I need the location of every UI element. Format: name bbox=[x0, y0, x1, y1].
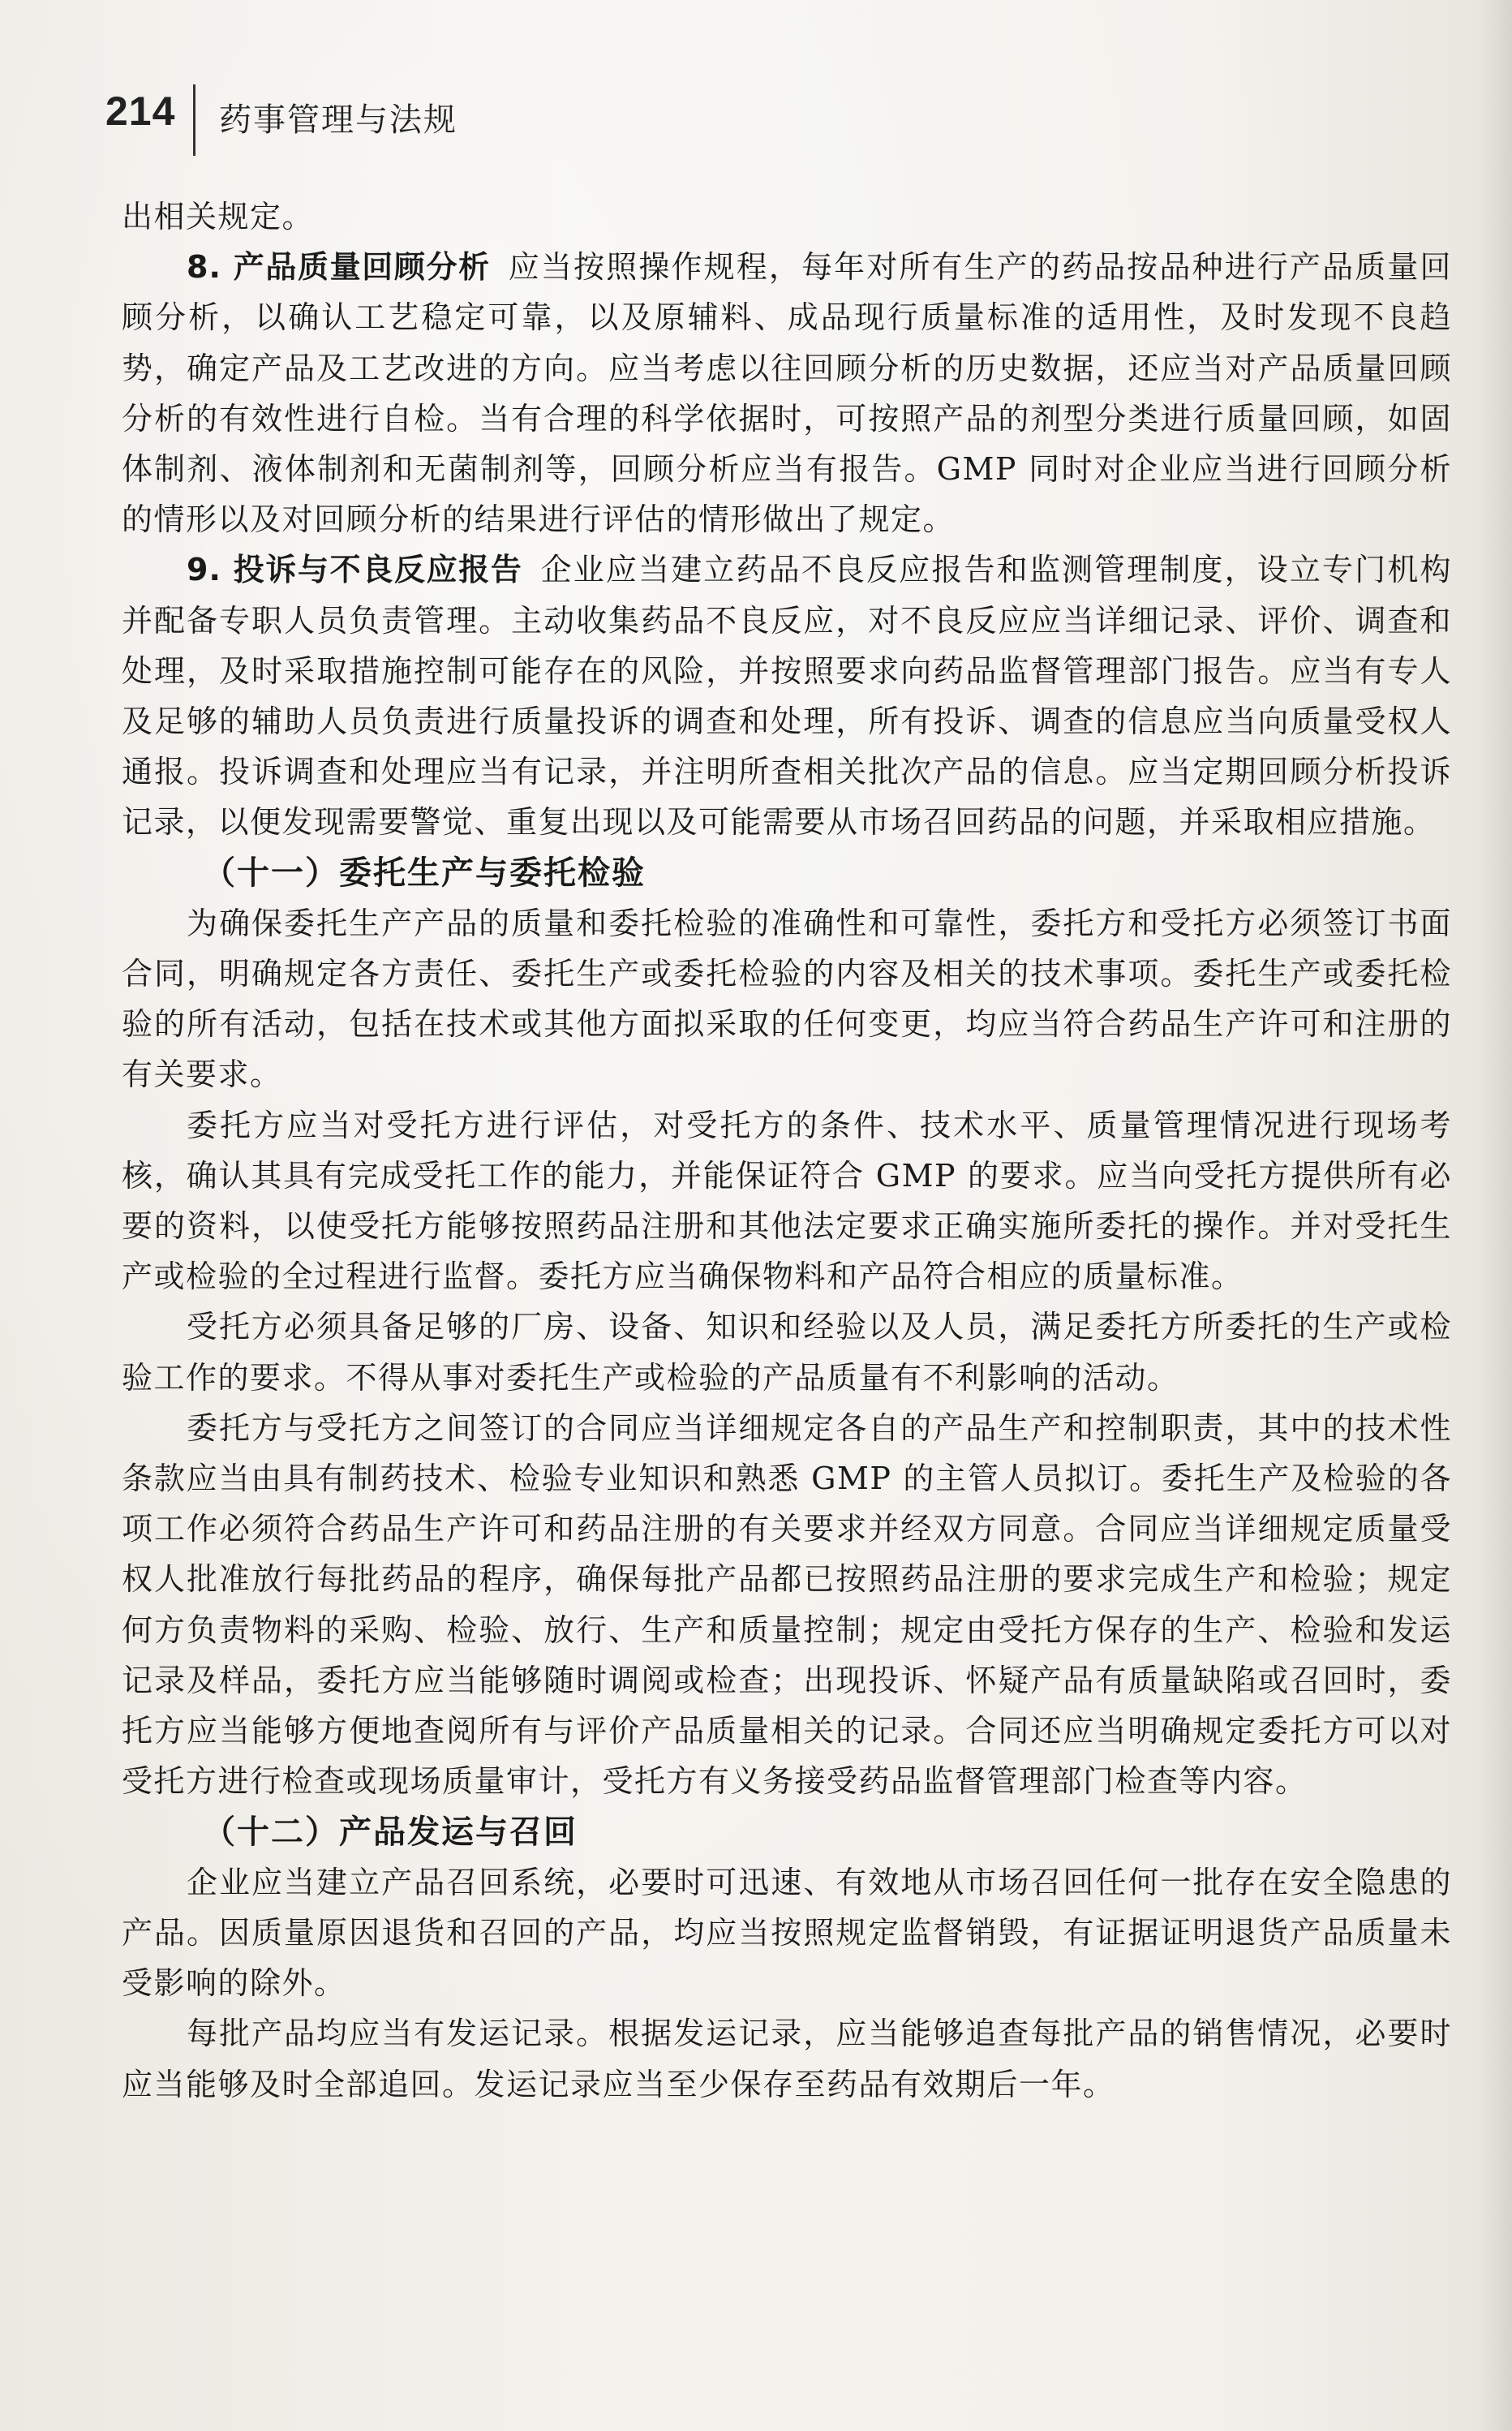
header-divider bbox=[193, 84, 195, 156]
page-body bbox=[122, 191, 1452, 2110]
page-header bbox=[105, 84, 1436, 157]
page-edge-shadow bbox=[1480, 0, 1512, 2431]
item-8-term: 8. 产品质量回顾分析 bbox=[187, 249, 491, 286]
page-number: 214 bbox=[105, 88, 176, 134]
item-9-text: 企业应当建立药品不良反应报告和监测管理制度，设立专门机构并配备专职人员负责管理。主动收集药品不良反应，对不良反应应当详细记录、评价、调查和处理，及时采取措施控制可能存在的风险，并按照要求向药品监督管理部门报告。应当有专人及足够的辅助人员负责进行质量投诉的调查和处理，所有投诉、调查的信息应当向质量受权人通报。投诉调查和处理应当有记录，并注明所查相关批次产品的信息。应当定期回顾分析投诉记录，以便发现需要警觉、重复出现以及可能需要从市场召回药品的问题，并采取相应措施。 bbox=[122, 552, 1452, 841]
section-12-heading: （十二）产品发运与召回 bbox=[203, 1813, 578, 1851]
section-11-paragraph-2: 委托方应当对受托方进行评估，对受托方的条件、技术水平、质量管理情况进行现场考核，确认其具有完成受托工作的能力，并能保证符合 GMP 的要求。应当向受托方提供所有必要的资料，以使受托方能够按照药品注册和其他法定要求正确实施所委托的操作。并对受托生产或检验的全过程进行监督。委托方应当确保物料和产品符合相应的质量标准。 bbox=[122, 1107, 1452, 1295]
section-12-paragraph-2: 每批产品均应当有发运记录。根据发运记录，应当能够追查每批产品的销售情况，必要时应当能够及时全部追回。发运记录应当至少保存至药品有效期后一年。 bbox=[122, 2016, 1452, 2102]
item-8-paragraph bbox=[122, 242, 1452, 544]
section-11-paragraph-1: 为确保委托生产产品的质量和委托检验的准确性和可靠性，委托方和受托方必须签订书面合同，明确规定各方责任、委托生产或委托检验的内容及相关的技术事项。委托生产或委托检验的所有活动，包括在技术或其他方面拟采取的任何变更，均应当符合药品生产许可和注册的有关要求。 bbox=[122, 905, 1452, 1093]
item-9-term: 9. 投诉与不良反应报告 bbox=[187, 552, 523, 588]
continuation-paragraph: 出相关规定。 bbox=[122, 199, 315, 234]
section-12-paragraph-1: 企业应当建立产品召回系统，必要时可迅速、有效地从市场召回任何一批存在安全隐患的产品。因质量原因退货和召回的产品，均应当按照规定监督销毁，有证据证明退货产品质量未受影响的除外。 bbox=[122, 1864, 1452, 2002]
item-8-text: 应当按照操作规程，每年对所有生产的药品按品种进行产品质量回顾分析，以确认工艺稳定可靠，以及原辅料、成品现行质量标准的适用性，及时发现不良趋势，确定产品及工艺改进的方向。应当考虑以往回顾分析的历史数据，还应当对产品质量回顾分析的有效性进行自检。当有合理的科学依据时，可按照产品的剂型分类进行质量回顾，如固体制剂、液体制剂和无菌制剂等，回顾分析应当有报告。GMP 同时对企业应当进行回顾分析的情形以及对回顾分析的结果进行评估的情形做出了规定。 bbox=[122, 249, 1452, 538]
running-title: 药事管理与法规 bbox=[219, 101, 457, 139]
section-11-paragraph-3: 受托方必须具备足够的厂房、设备、知识和经验以及人员，满足委托方所委托的生产或检验工作的要求。不得从事对委托生产或检验的产品质量有不利影响的活动。 bbox=[122, 1309, 1452, 1396]
item-9-paragraph bbox=[122, 544, 1452, 847]
section-11-heading: （十一）委托生产与委托检验 bbox=[203, 854, 646, 892]
section-11-paragraph-4: 委托方与受托方之间签订的合同应当详细规定各自的产品生产和控制职责，其中的技术性条款应当由具有制药技术、检验专业知识和熟悉 GMP 的主管人员拟订。委托生产及检验的各项工作必须符合药品生产许可和药品注册的有关要求并经双方同意。合同应当详细规定质量受权人批准放行每批药品的程序，确保每批产品都已按照药品注册的要求完成生产和检验；规定何方负责物料的采购、检验、放行、生产和质量控制；规定由受托方保存的生产、检验和发运记录及样品，委托方应当能够随时调阅或检查；出现投诉、怀疑产品有质量缺陷或召回时，委托方应当能够方便地查阅所有与评价产品质量相关的记录。合同还应当明确规定委托方可以对受托方进行检查或现场质量审计，受托方有义务接受药品监督管理部门检查等内容。 bbox=[122, 1409, 1452, 1800]
